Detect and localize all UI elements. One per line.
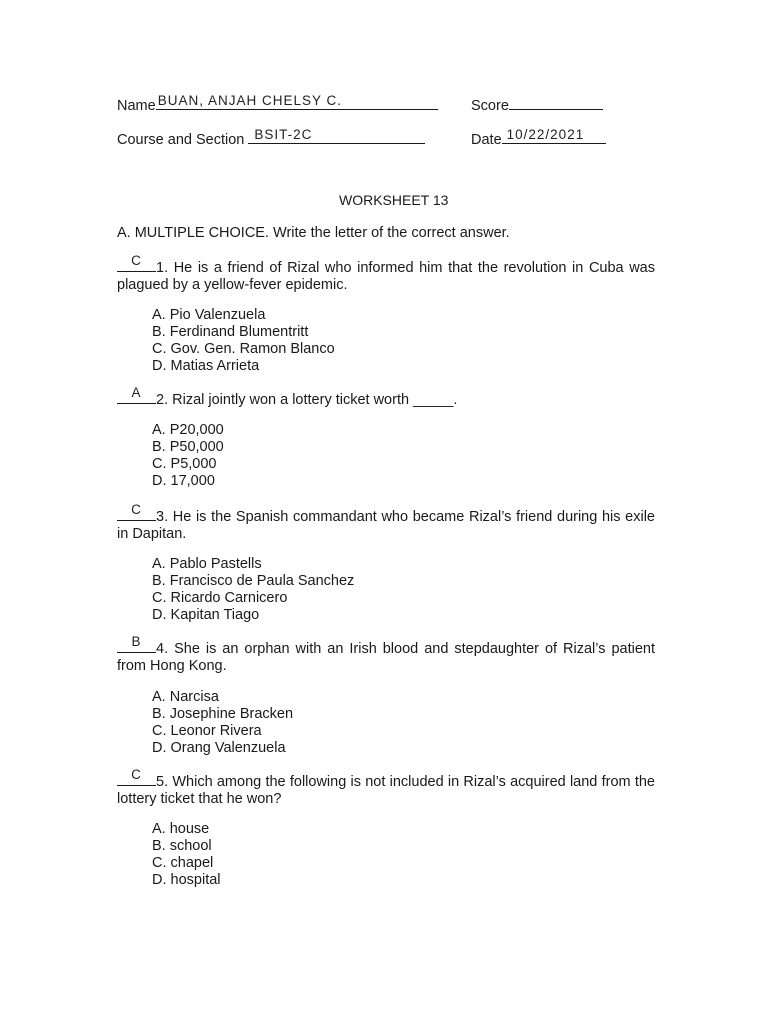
choice-2-d: D. 17,000 xyxy=(152,473,215,489)
name-value: BUAN, ANJAH CHELSY C. xyxy=(157,93,342,108)
choice-3-d: D. Kapitan Tiago xyxy=(152,607,260,623)
score-line[interactable] xyxy=(509,94,603,110)
choices-5 xyxy=(152,821,221,889)
section-heading: A. MULTIPLE CHOICE. Write the letter of the correct answer. xyxy=(117,225,510,241)
question-5-number: 5. xyxy=(156,774,169,790)
score-field xyxy=(471,94,603,114)
question-1 xyxy=(117,253,655,294)
score-label: Score xyxy=(471,98,509,114)
name-line[interactable] xyxy=(156,94,438,110)
question-2-number: 2. xyxy=(156,392,169,408)
question-1-text: He is a friend of Rizal who informed him that the revolution in Cuba was plagued by a yellow-fever epidemic. xyxy=(117,260,655,293)
choice-1-d: D. Matias Arrieta xyxy=(152,358,260,374)
choice-2-c: C. P5,000 xyxy=(152,456,217,472)
date-value: 10/22/2021 xyxy=(506,127,585,142)
choice-3-c: C. Ricardo Carnicero xyxy=(152,590,288,606)
answer-blank-3[interactable] xyxy=(117,502,156,521)
choices-4 xyxy=(152,689,293,757)
question-4-text: She is an orphan with an Irish blood and stepdaughter of Rizal’s patient from Hong Kong. xyxy=(117,641,656,674)
choice-3-b: B. Francisco de Paula Sanchez xyxy=(152,573,355,589)
choice-2-b: B. P50,000 xyxy=(152,439,224,455)
choice-4-b: B. Josephine Bracken xyxy=(152,706,294,722)
question-2 xyxy=(117,385,655,409)
answer-3: C xyxy=(131,502,142,517)
choice-1-a: A. Pio Valenzuela xyxy=(152,307,266,323)
answer-1: C xyxy=(131,253,142,268)
question-3-text: He is the Spanish commandant who became Rizal’s friend during his exile in Dapitan. xyxy=(117,509,655,542)
question-4-number: 4. xyxy=(156,641,169,657)
course-section-value: BSIT-2C xyxy=(254,127,313,142)
answer-2: A xyxy=(131,385,142,400)
answer-blank-2[interactable] xyxy=(117,385,156,404)
choices-2 xyxy=(152,422,224,490)
question-3-number: 3. xyxy=(156,509,169,525)
choice-5-a: A. house xyxy=(152,821,210,837)
course-section-field xyxy=(117,128,425,148)
course-section-line[interactable] xyxy=(248,128,425,144)
choices-3 xyxy=(152,556,354,624)
choice-3-a: A. Pablo Pastells xyxy=(152,556,262,572)
answer-blank-5[interactable] xyxy=(117,767,156,786)
date-field xyxy=(471,128,606,148)
choices-1 xyxy=(152,307,335,375)
choice-4-d: D. Orang Valenzuela xyxy=(152,740,286,756)
worksheet-title: WORKSHEET 13 xyxy=(339,192,449,208)
date-line[interactable] xyxy=(502,128,606,144)
course-section-label: Course and Section xyxy=(117,132,249,148)
question-4 xyxy=(117,634,656,675)
choice-5-d: D. hospital xyxy=(152,872,221,888)
question-5-text: Which among the following is not included in Rizal’s acquired land from the lottery ticket that he won? xyxy=(117,774,655,807)
answer-blank-1[interactable] xyxy=(117,253,156,272)
choice-1-b: B. Ferdinand Blumentritt xyxy=(152,324,309,340)
question-1-number: 1. xyxy=(156,260,169,276)
choice-1-c: C. Gov. Gen. Ramon Blanco xyxy=(152,341,335,357)
question-5 xyxy=(117,767,655,808)
answer-blank-4[interactable] xyxy=(117,634,156,653)
question-3 xyxy=(117,502,655,543)
name-field xyxy=(117,94,438,114)
choice-4-a: A. Narcisa xyxy=(152,689,219,705)
choice-4-c: C. Leonor Rivera xyxy=(152,723,262,739)
date-label: Date xyxy=(471,132,502,148)
choice-2-a: A. P20,000 xyxy=(152,422,224,438)
question-2-text: Rizal jointly won a lottery ticket worth _____. xyxy=(172,392,458,408)
answer-5: C xyxy=(131,767,142,782)
choice-5-b: B. school xyxy=(152,838,212,854)
answer-4: B xyxy=(131,634,142,649)
name-label: Name xyxy=(117,98,156,114)
choice-5-c: C. chapel xyxy=(152,855,214,871)
